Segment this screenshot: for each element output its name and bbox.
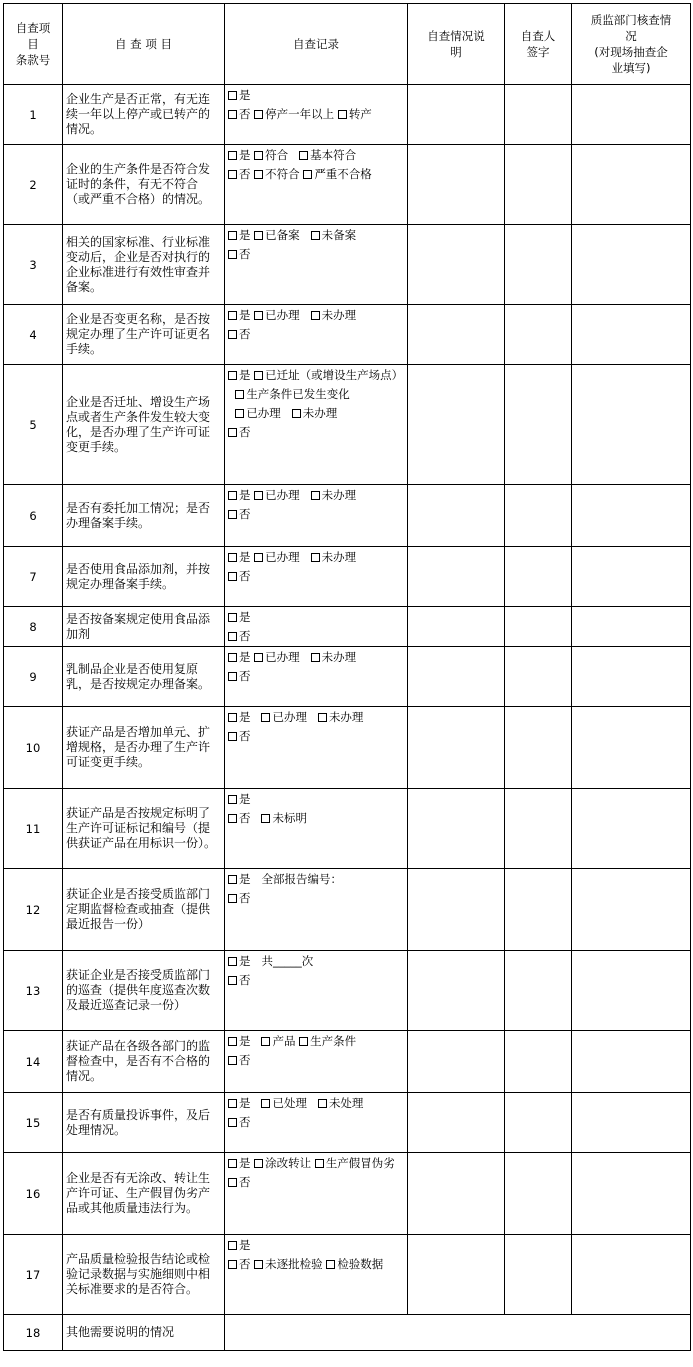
checkbox[interactable] xyxy=(299,1037,308,1046)
checkbox-label: 已办理 xyxy=(246,406,285,420)
inspection-record xyxy=(225,1093,408,1153)
inspection-item: 获证企业是否接受质监部门定期监督检查或抽查（提供最近报告一份） xyxy=(63,869,225,951)
inspection-record xyxy=(225,1031,408,1093)
checkbox-label: 否 xyxy=(239,729,251,743)
checkbox-label: 是 xyxy=(239,1156,255,1170)
checkbox-label: 否 xyxy=(239,891,251,905)
description-cell[interactable] xyxy=(408,145,505,225)
description-cell[interactable] xyxy=(408,365,505,485)
authority-check-cell[interactable] xyxy=(572,951,691,1031)
inspection-item: 企业是否有无涂改、转让生产许可证、生产假冒伪劣产品或其他质量违法行为。 xyxy=(63,1153,225,1235)
inspection-item: 相关的国家标准、行业标准变动后，企业是否对执行的企业标准进行有效性审查并备案。 xyxy=(63,225,225,305)
checkbox[interactable] xyxy=(303,170,312,179)
checkbox-label: 已迁址（或增设生产场点） xyxy=(265,368,404,382)
table-row xyxy=(4,869,691,951)
table-row xyxy=(4,707,691,789)
checkbox[interactable] xyxy=(228,613,237,622)
checkbox[interactable] xyxy=(254,110,263,119)
checkbox[interactable] xyxy=(235,409,244,418)
checkbox[interactable] xyxy=(311,231,320,240)
checkbox[interactable] xyxy=(228,1118,237,1127)
checkbox-label: 已处理 xyxy=(272,1096,311,1110)
table-row xyxy=(4,1153,691,1235)
table-row xyxy=(4,305,691,365)
checkbox[interactable] xyxy=(228,875,237,884)
item-number: 4 xyxy=(4,305,63,365)
checkbox-label: 涂改转让 xyxy=(265,1156,315,1170)
header-row xyxy=(4,4,691,85)
authority-check-cell[interactable] xyxy=(572,305,691,365)
checkbox[interactable] xyxy=(228,510,237,519)
checkbox-label: 否 xyxy=(239,247,251,261)
checkbox[interactable] xyxy=(311,311,320,320)
checkbox[interactable] xyxy=(228,732,237,741)
description-cell[interactable] xyxy=(408,789,505,869)
inspection-item: 其他需要说明的情况 xyxy=(63,1315,225,1351)
authority-check-cell[interactable] xyxy=(572,485,691,547)
item-number: 1 xyxy=(4,85,63,145)
authority-check-cell[interactable] xyxy=(572,145,691,225)
checkbox[interactable] xyxy=(228,713,237,722)
checkbox-label: 否 xyxy=(239,1175,251,1189)
inspection-record xyxy=(225,951,408,1031)
inspection-record xyxy=(225,707,408,789)
inspection-item: 获证产品在各级各部门的监督检查中，是否有不合格的情况。 xyxy=(63,1031,225,1093)
checkbox[interactable] xyxy=(228,814,237,823)
checkbox-label: 转产 xyxy=(348,107,372,121)
checkbox[interactable] xyxy=(228,957,237,966)
item-number: 9 xyxy=(4,647,63,707)
signature-cell[interactable] xyxy=(505,225,572,305)
checkbox-label: 否 xyxy=(239,811,255,825)
checkbox-label: 生产条件已发生变化 xyxy=(246,387,350,401)
checkbox-label: 未处理 xyxy=(328,1096,364,1110)
checkbox-label: 产品 xyxy=(272,1034,300,1048)
checkbox[interactable] xyxy=(318,1099,327,1108)
checkbox[interactable] xyxy=(228,170,237,179)
inspection-record xyxy=(225,1235,408,1315)
inspection-record xyxy=(225,547,408,607)
checkbox-label: 已办理 xyxy=(272,710,311,724)
checkbox[interactable] xyxy=(235,390,244,399)
checkbox-label: 符合 xyxy=(265,148,292,162)
item-number: 2 xyxy=(4,145,63,225)
checkbox-label: 是 xyxy=(239,954,255,968)
checkbox[interactable] xyxy=(228,894,237,903)
table-row xyxy=(4,225,691,305)
checkbox-label: 否 xyxy=(239,629,251,643)
checkbox[interactable] xyxy=(228,491,237,500)
checkbox[interactable] xyxy=(315,1159,324,1168)
checkbox-label: 已办理 xyxy=(265,550,304,564)
checkbox[interactable] xyxy=(228,110,237,119)
description-cell[interactable] xyxy=(408,485,505,547)
item-number: 11 xyxy=(4,789,63,869)
checkbox-label: 未办理 xyxy=(321,488,357,502)
description-cell[interactable] xyxy=(408,85,505,145)
inspection-item: 是否有质量投诉事件，及后处理情况。 xyxy=(63,1093,225,1153)
checkbox[interactable] xyxy=(254,653,263,662)
checkbox-label: 停产一年以上 xyxy=(265,107,338,121)
checkbox-label: 是 xyxy=(239,308,255,322)
inspection-record xyxy=(225,85,408,145)
checkbox-label: 是 xyxy=(239,1034,255,1048)
checkbox[interactable] xyxy=(338,110,347,119)
checkbox[interactable] xyxy=(228,1056,237,1065)
checkbox[interactable] xyxy=(261,1037,270,1046)
checkbox-label: 否 xyxy=(239,167,255,181)
inspection-item: 是否有委托加工情况；是否办理备案手续。 xyxy=(63,485,225,547)
header-record: 自查记录 xyxy=(225,4,408,85)
inspection-record xyxy=(225,869,408,951)
checkbox[interactable] xyxy=(228,250,237,259)
signature-cell[interactable] xyxy=(505,547,572,607)
checkbox-label: 是 xyxy=(239,148,255,162)
checkbox-label: 未逐批检验 xyxy=(265,1257,327,1271)
checkbox[interactable] xyxy=(254,1159,263,1168)
checkbox[interactable] xyxy=(326,1260,335,1269)
checkbox[interactable] xyxy=(228,151,237,160)
checkbox-label: 检验数据 xyxy=(337,1257,384,1271)
description-cell[interactable] xyxy=(408,305,505,365)
table-row xyxy=(4,1093,691,1153)
authority-check-cell[interactable] xyxy=(572,1093,691,1153)
checkbox[interactable] xyxy=(228,1260,237,1269)
checkbox[interactable] xyxy=(254,371,263,380)
table-row xyxy=(4,1031,691,1093)
checkbox[interactable] xyxy=(299,151,308,160)
checkbox[interactable] xyxy=(228,311,237,320)
checkbox-label: 是 xyxy=(239,488,255,502)
checkbox[interactable] xyxy=(311,653,320,662)
checkbox-label: 未备案 xyxy=(321,228,357,242)
table-row xyxy=(4,951,691,1031)
authority-check-cell[interactable] xyxy=(572,365,691,485)
table-row xyxy=(4,85,691,145)
description-cell[interactable] xyxy=(408,1093,505,1153)
checkbox-label: 是 xyxy=(239,792,251,806)
inspection-item: 获证企业是否接受质监部门的巡查（提供年度巡查次数及最近巡查记录一份） xyxy=(63,951,225,1031)
inspection-record xyxy=(225,225,408,305)
checkbox-label: 未办理 xyxy=(321,650,357,664)
checkbox-label: 否 xyxy=(239,669,251,683)
checkbox-label: 否 xyxy=(239,1053,251,1067)
checkbox[interactable] xyxy=(228,632,237,641)
inspection-item: 是否使用食品添加剂，并按规定办理备案手续。 xyxy=(63,547,225,607)
checkbox[interactable] xyxy=(228,91,237,100)
signature-cell[interactable] xyxy=(505,951,572,1031)
description-cell[interactable] xyxy=(408,647,505,707)
checkbox-label: 已办理 xyxy=(265,308,304,322)
inspection-item: 产品质量检验报告结论或检验记录数据与实施细则中相关标准要求的是否符合。 xyxy=(63,1235,225,1315)
inspection-item: 企业是否变更名称，是否按规定办理了生产许可证更名手续。 xyxy=(63,305,225,365)
table-row xyxy=(4,1315,691,1351)
checkbox-label: 是 xyxy=(239,872,255,886)
checkbox-label: 否 xyxy=(239,1115,251,1129)
inspection-item: 乳制品企业是否使用复原乳，是否按规定办理备案。 xyxy=(63,647,225,707)
table-row xyxy=(4,485,691,547)
item-number: 13 xyxy=(4,951,63,1031)
authority-check-cell[interactable] xyxy=(572,647,691,707)
description-cell[interactable] xyxy=(408,607,505,647)
checkbox[interactable] xyxy=(228,1037,237,1046)
table-row xyxy=(4,365,691,485)
inspection-record xyxy=(225,647,408,707)
signature-cell[interactable] xyxy=(505,305,572,365)
table-row xyxy=(4,547,691,607)
checkbox-label: 是 xyxy=(239,88,251,102)
checkbox[interactable] xyxy=(228,428,237,437)
checkbox[interactable] xyxy=(254,170,263,179)
item-number: 18 xyxy=(4,1315,63,1351)
item-number: 6 xyxy=(4,485,63,547)
description-cell[interactable] xyxy=(408,1153,505,1235)
inspection-item: 获证产品是否按规定标明了生产许可证标记和编号（提供获证产品在用标识一份）。 xyxy=(63,789,225,869)
item-number: 10 xyxy=(4,707,63,789)
checkbox-label: 已备案 xyxy=(265,228,304,242)
checkbox-label: 生产假冒伪劣 xyxy=(325,1156,395,1170)
signature-cell[interactable] xyxy=(505,647,572,707)
item-number: 17 xyxy=(4,1235,63,1315)
header-authority-check: 质监部门核查情 况 (对现场抽查企 业填写) xyxy=(572,4,691,85)
item-number: 7 xyxy=(4,547,63,607)
item-number: 5 xyxy=(4,365,63,485)
checkbox-label: 否 xyxy=(239,425,251,439)
inspection-item: 企业的生产条件是否符合发证时的条件，有无不符合（或严重不合格）的情况。 xyxy=(63,145,225,225)
description-cell[interactable] xyxy=(408,1031,505,1093)
checkbox-label: 是 xyxy=(239,1238,251,1252)
inspection-record xyxy=(225,485,408,547)
checkbox-label: 是 xyxy=(239,1096,255,1110)
checkbox[interactable] xyxy=(254,553,263,562)
signature-cell[interactable] xyxy=(505,789,572,869)
authority-check-cell[interactable] xyxy=(572,1235,691,1315)
table-row xyxy=(4,145,691,225)
checkbox[interactable] xyxy=(228,672,237,681)
inspection-record xyxy=(225,145,408,225)
checkbox[interactable] xyxy=(261,1099,270,1108)
checkbox[interactable] xyxy=(228,231,237,240)
checkbox-label: 否 xyxy=(239,107,255,121)
checkbox-label: 是 xyxy=(239,610,251,624)
authority-check-cell[interactable] xyxy=(572,789,691,869)
checkbox-label: 是 xyxy=(239,550,255,564)
signature-cell[interactable] xyxy=(505,145,572,225)
checkbox-label: 未办理 xyxy=(321,308,357,322)
checkbox-label: 已办理 xyxy=(265,488,304,502)
checkbox[interactable] xyxy=(254,1260,263,1269)
checkbox[interactable] xyxy=(228,795,237,804)
checkbox-label: 不符合 xyxy=(265,167,304,181)
checkbox[interactable] xyxy=(292,409,301,418)
checkbox-label: 是 xyxy=(239,710,255,724)
checkbox[interactable] xyxy=(311,491,320,500)
checkbox-label: 否 xyxy=(239,327,251,341)
authority-check-cell[interactable] xyxy=(572,225,691,305)
checkbox[interactable] xyxy=(254,311,263,320)
header-item: 自 查 项 目 xyxy=(63,4,225,85)
header-description: 自查情况说 明 xyxy=(408,4,505,85)
checkbox[interactable] xyxy=(228,553,237,562)
checkbox[interactable] xyxy=(311,553,320,562)
inspection-record xyxy=(225,1153,408,1235)
checkbox-label: 否 xyxy=(239,973,251,987)
checkbox[interactable] xyxy=(228,330,237,339)
checkbox-label: 未办理 xyxy=(321,550,357,564)
checkbox-label: 基本符合 xyxy=(310,148,357,162)
inspection-item: 是否按备案规定使用食品添加剂 xyxy=(63,607,225,647)
authority-check-cell[interactable] xyxy=(572,707,691,789)
checkbox[interactable] xyxy=(318,713,327,722)
table-row xyxy=(4,789,691,869)
checkbox[interactable] xyxy=(254,151,263,160)
table-row xyxy=(4,1235,691,1315)
header-signature: 自查人 签字 xyxy=(505,4,572,85)
authority-check-cell[interactable] xyxy=(572,1031,691,1093)
inspection-item: 企业是否迁址、增设生产场点或者生产条件发生较大变化，是否办理了生产许可证变更手续。 xyxy=(63,365,225,485)
description-cell[interactable] xyxy=(408,225,505,305)
inspection-record xyxy=(225,1315,691,1351)
inspection-record xyxy=(225,365,408,485)
record-text: 全部报告编号： xyxy=(261,872,342,886)
authority-check-cell[interactable] xyxy=(572,869,691,951)
checkbox-label: 是 xyxy=(239,368,255,382)
item-number: 12 xyxy=(4,869,63,951)
checkbox-label: 否 xyxy=(239,1257,255,1271)
checkbox[interactable] xyxy=(228,1159,237,1168)
authority-check-cell[interactable] xyxy=(572,1153,691,1235)
checkbox[interactable] xyxy=(254,231,263,240)
signature-cell[interactable] xyxy=(505,1031,572,1093)
checkbox[interactable] xyxy=(228,1241,237,1250)
item-number: 16 xyxy=(4,1153,63,1235)
inspection-record xyxy=(225,789,408,869)
checkbox-label: 否 xyxy=(239,507,251,521)
authority-check-cell[interactable] xyxy=(572,547,691,607)
self-inspection-table xyxy=(3,3,691,1351)
inspection-record xyxy=(225,607,408,647)
inspection-record xyxy=(225,305,408,365)
signature-cell[interactable] xyxy=(505,869,572,951)
checkbox[interactable] xyxy=(261,713,270,722)
checkbox-label: 未办理 xyxy=(328,710,364,724)
checkbox-label: 是 xyxy=(239,650,255,664)
table-row xyxy=(4,647,691,707)
item-number: 8 xyxy=(4,607,63,647)
authority-check-cell[interactable] xyxy=(572,607,691,647)
description-cell[interactable] xyxy=(408,869,505,951)
item-number: 14 xyxy=(4,1031,63,1093)
checkbox[interactable] xyxy=(228,572,237,581)
checkbox[interactable] xyxy=(228,1099,237,1108)
checkbox[interactable] xyxy=(228,976,237,985)
checkbox[interactable] xyxy=(228,371,237,380)
table-row xyxy=(4,607,691,647)
description-cell[interactable] xyxy=(408,547,505,607)
inspection-item: 企业生产是否正常，有无连续一年以上停产或已转产的情况。 xyxy=(63,85,225,145)
checkbox-label: 未标明 xyxy=(272,811,307,825)
signature-cell[interactable] xyxy=(505,85,572,145)
checkbox-label: 严重不合格 xyxy=(314,167,372,181)
inspection-item: 获证产品是否增加单元、扩增规格，是否办理了生产许可证变更手续。 xyxy=(63,707,225,789)
description-cell[interactable] xyxy=(408,707,505,789)
checkbox-label: 已办理 xyxy=(265,650,304,664)
header-item-no: 自查项 目 条款号 xyxy=(4,4,63,85)
authority-check-cell[interactable] xyxy=(572,85,691,145)
description-cell[interactable] xyxy=(408,951,505,1031)
signature-cell[interactable] xyxy=(505,707,572,789)
checkbox[interactable] xyxy=(228,1178,237,1187)
item-number: 15 xyxy=(4,1093,63,1153)
checkbox[interactable] xyxy=(254,491,263,500)
checkbox-label: 未办理 xyxy=(302,406,338,420)
signature-cell[interactable] xyxy=(505,607,572,647)
signature-cell[interactable] xyxy=(505,1153,572,1235)
checkbox-label: 否 xyxy=(239,569,251,583)
signature-cell[interactable] xyxy=(505,365,572,485)
signature-cell[interactable] xyxy=(505,485,572,547)
signature-cell[interactable] xyxy=(505,1235,572,1315)
description-cell[interactable] xyxy=(408,1235,505,1315)
signature-cell[interactable] xyxy=(505,1093,572,1153)
checkbox[interactable] xyxy=(261,814,270,823)
checkbox-label: 是 xyxy=(239,228,255,242)
item-number: 3 xyxy=(4,225,63,305)
checkbox-label: 生产条件 xyxy=(310,1034,357,1048)
checkbox[interactable] xyxy=(228,653,237,662)
record-text: 共_____次 xyxy=(261,954,314,968)
